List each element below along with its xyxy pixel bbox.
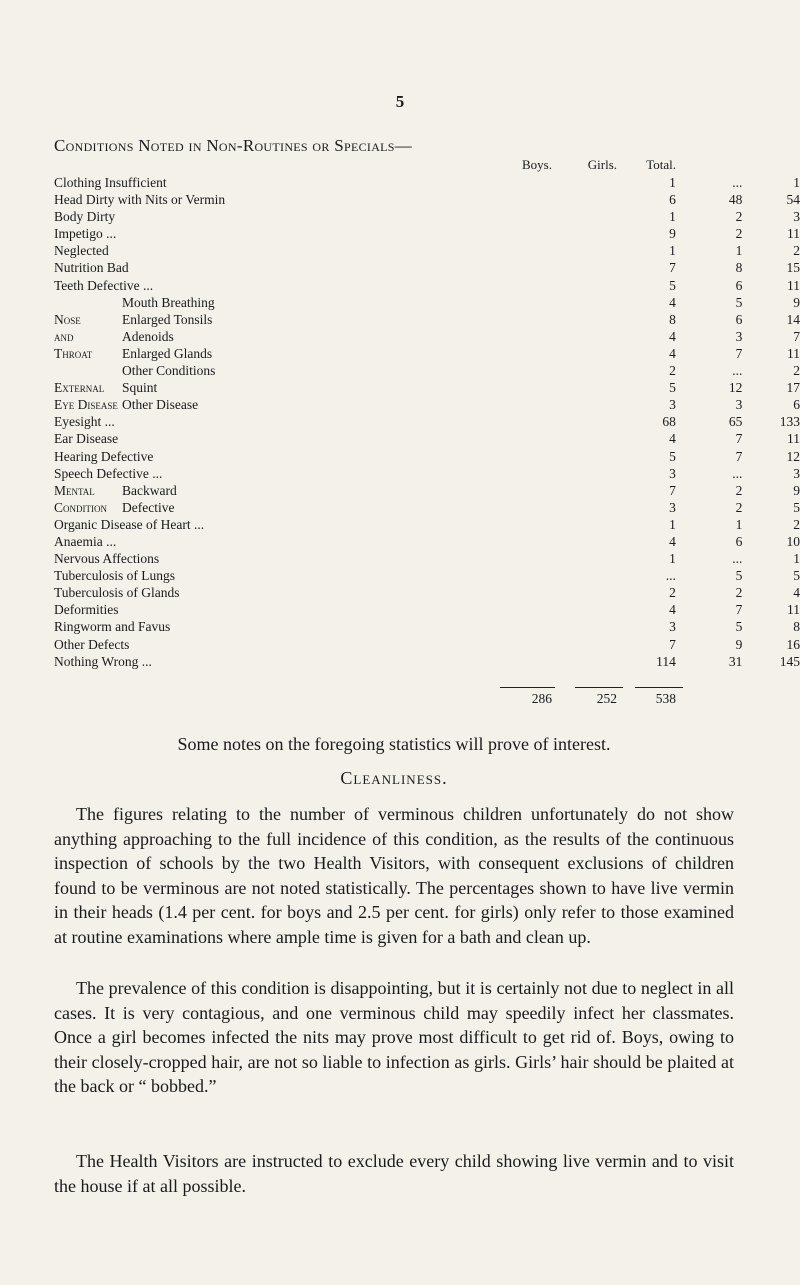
- group-label: Throat: [54, 345, 93, 361]
- row-label: [54, 294, 309, 311]
- cell-girls: 65: [728, 414, 743, 430]
- table-row: [54, 653, 800, 670]
- col-total: Total.: [646, 157, 676, 172]
- table-row: [54, 225, 800, 242]
- cell-boys: 1: [669, 516, 676, 532]
- table-row: [54, 618, 800, 635]
- table-row: [54, 242, 800, 259]
- col-girls: Girls.: [587, 157, 617, 172]
- sub-label: Other Conditions: [122, 363, 216, 379]
- cell-girls: 6: [735, 533, 743, 549]
- row-label: Head Dirty with Nits or Vermin: [54, 192, 226, 208]
- group-label: and: [54, 328, 74, 344]
- cell-girls: 1: [735, 516, 743, 532]
- paragraph-2: The prevalence of this condition is disappointing, but it is certainly not due to neglect in all cases. It is very contagious, and one verminous child may speedily infect her classmates. Once a girl becomes infected the nits may prove most difficult to get rid of. Boys, owing to their closely-cropped hair, are not so liable to infection as girls. Girls’ hair should be plaited at the back or “ bobbed.”: [54, 978, 734, 1097]
- cell-girls: 2: [735, 209, 743, 225]
- leader-dots: [309, 379, 623, 396]
- cell-total: 16: [786, 636, 800, 652]
- cell-girls: 2: [735, 585, 743, 601]
- leader-dots: [309, 174, 623, 191]
- table-row: [54, 379, 800, 396]
- row-label: Tuberculosis of Glands: [54, 585, 180, 601]
- row-label: Clothing Insufficient: [54, 175, 167, 190]
- row-label: [54, 379, 309, 396]
- cell-total: 3: [793, 209, 800, 225]
- cell-total: 8: [793, 619, 800, 635]
- row-label: Other Defects: [54, 636, 130, 652]
- sub-label: Defective: [122, 499, 175, 515]
- group-label: Eye Disease: [54, 397, 118, 413]
- row-label: Eyesight ...: [54, 414, 115, 430]
- cell-total: 1: [793, 175, 800, 190]
- row-label: [54, 482, 309, 499]
- cell-total: 7: [793, 328, 800, 344]
- cell-boys: 8: [669, 311, 676, 327]
- cell-girls: ...: [732, 363, 743, 379]
- cell-total: 54: [786, 192, 800, 208]
- table-row: [54, 328, 800, 345]
- cell-girls: 7: [735, 345, 743, 361]
- cell-total: 11: [787, 277, 800, 293]
- cell-girls: 3: [735, 397, 743, 413]
- row-label: Impetigo ...: [54, 226, 117, 242]
- sub-label: Mouth Breathing: [122, 294, 215, 310]
- cell-boys: 4: [669, 602, 676, 618]
- table-row: [54, 396, 800, 413]
- cell-total: 5: [793, 568, 800, 584]
- leader-dots: [309, 362, 623, 379]
- cell-girls: 7: [735, 602, 743, 618]
- table-row: [54, 550, 800, 567]
- leader-dots: [309, 328, 623, 345]
- table-row: [54, 362, 800, 379]
- table-row: [54, 636, 800, 653]
- leader-dots: [309, 208, 623, 225]
- table-row: [54, 601, 800, 618]
- group-label: External: [54, 380, 105, 396]
- cell-total: 6: [793, 397, 800, 413]
- paragraph-1: The figures relating to the number of verminous children unfortunately do not show anything approaching to the full incidence of this condition, as the results of the continuous inspection of schools by the two Health Visitors, with consequent exclusions of children found to be verminous are not noted statistically. The percentages shown to have live vermin in their heads (1.4 per cent. for boys and 2.5 per cent. for girls) only refer to those examined at routine examinations where ample time is given for a bath and clean up.: [54, 804, 734, 947]
- cell-boys: 6: [669, 192, 676, 208]
- cell-total: 11: [787, 345, 800, 361]
- row-label: Anaemia ...: [54, 533, 117, 549]
- leader-dots: [309, 277, 623, 294]
- cell-total: 2: [793, 516, 800, 532]
- cell-boys: 7: [669, 260, 676, 276]
- col-boys: Boys.: [522, 157, 552, 172]
- cell-girls: 5: [735, 619, 743, 635]
- table-row: [54, 465, 800, 482]
- cell-boys: 2: [669, 585, 676, 601]
- cell-total: 133: [779, 414, 800, 430]
- leader-dots: [309, 396, 623, 413]
- cell-girls: 2: [735, 482, 743, 498]
- row-label: Teeth Defective ...: [54, 277, 154, 293]
- cell-total: 11: [787, 431, 800, 447]
- leader-dots: [309, 465, 623, 482]
- leader-dots: [309, 345, 623, 362]
- leader-dots: [309, 636, 623, 653]
- intro-text: Some notes on the foregoing statistics will prove of interest.: [177, 734, 611, 754]
- cell-boys: 9: [669, 226, 676, 242]
- section-title: Cleanliness.: [340, 768, 448, 788]
- cell-boys: 4: [669, 431, 676, 447]
- leader-dots: [309, 584, 623, 601]
- leader-dots: [309, 259, 623, 276]
- row-label: Nothing Wrong ...: [54, 653, 152, 669]
- cell-total: 12: [786, 448, 800, 464]
- row-label: Nervous Affections: [54, 551, 160, 567]
- cell-total: 14: [786, 311, 800, 327]
- sub-label: Enlarged Tonsils: [122, 311, 213, 327]
- table-row: [54, 174, 800, 191]
- cell-total: 15: [786, 260, 800, 276]
- cell-boys: 4: [669, 328, 676, 344]
- row-label: Deformities: [54, 602, 119, 618]
- row-label: Body Dirty: [54, 209, 116, 225]
- table-row: [54, 448, 800, 465]
- cell-girls: 8: [735, 260, 743, 276]
- table-row: [54, 294, 800, 311]
- cell-boys: 7: [669, 482, 676, 498]
- cell-total: 4: [793, 585, 800, 601]
- cell-girls: 5: [735, 568, 743, 584]
- cell-total: 11: [787, 226, 800, 242]
- cell-girls: ...: [732, 175, 743, 190]
- cell-boys: 3: [669, 397, 676, 413]
- cell-girls: ...: [732, 465, 743, 481]
- leader-dots: [309, 533, 623, 550]
- cell-girls: 9: [735, 636, 743, 652]
- leader-dots: [309, 516, 623, 533]
- leader-dots: [309, 430, 623, 447]
- cell-boys: 5: [669, 277, 676, 293]
- row-label: [54, 396, 309, 413]
- leader-dots: [309, 499, 623, 516]
- cell-girls: 7: [735, 431, 743, 447]
- sub-label: Enlarged Glands: [122, 345, 213, 361]
- sub-label: Other Disease: [122, 397, 199, 413]
- leader-dots: [309, 294, 623, 311]
- row-label: [54, 499, 309, 516]
- row-label: Speech Defective ...: [54, 465, 163, 481]
- leader-dots: [309, 413, 623, 430]
- leader-dots: [309, 448, 623, 465]
- cell-girls: 2: [735, 226, 743, 242]
- table-row: [54, 208, 800, 225]
- paragraph-3: The Health Visitors are instructed to exclude every child showing live vermin and to visit the house if at all possible.: [54, 1151, 734, 1196]
- table-row: [54, 413, 800, 430]
- cell-girls: 3: [735, 328, 743, 344]
- cell-girls: 1: [735, 243, 743, 259]
- row-label: Ear Disease: [54, 431, 119, 447]
- page-number: 5: [395, 92, 405, 111]
- cell-boys: 5: [669, 448, 676, 464]
- leader-dots: [309, 225, 623, 242]
- table-row: [54, 259, 800, 276]
- table-row: [54, 277, 800, 294]
- group-label: Nose: [54, 311, 81, 327]
- cell-total: 2: [793, 243, 800, 259]
- cell-total: 5: [793, 499, 800, 515]
- cell-total: 11: [787, 602, 800, 618]
- leader-dots: [309, 191, 623, 208]
- leader-dots: [309, 242, 623, 259]
- cell-total: 17: [786, 380, 800, 396]
- cell-total: 9: [793, 482, 800, 498]
- total-total: 538: [655, 691, 676, 706]
- cell-boys: 3: [669, 465, 676, 481]
- leader-dots: [309, 653, 623, 670]
- cell-total: 145: [779, 653, 800, 669]
- cell-boys: 4: [669, 294, 676, 310]
- cell-boys: 1: [669, 551, 676, 567]
- rule-boys: [500, 687, 555, 688]
- group-label: Mental: [54, 482, 95, 498]
- cell-boys: 3: [669, 619, 676, 635]
- table-row: [54, 482, 800, 499]
- cell-boys: 5: [669, 380, 676, 396]
- leader-dots: [309, 482, 623, 499]
- cell-boys: 4: [669, 345, 676, 361]
- row-label: Nutrition Bad: [54, 260, 129, 276]
- leader-dots: [309, 550, 623, 567]
- table-row: [54, 516, 800, 533]
- cell-girls: 48: [728, 192, 743, 208]
- row-label: Organic Disease of Heart ...: [54, 516, 205, 532]
- sub-label: Adenoids: [122, 328, 174, 344]
- rule-girls: [575, 687, 623, 688]
- conditions-table: [54, 174, 800, 670]
- cell-girls: ...: [732, 551, 743, 567]
- table-row: [54, 345, 800, 362]
- cell-boys: 2: [669, 363, 676, 379]
- row-label: [54, 328, 309, 345]
- table-row: [54, 430, 800, 447]
- rule-total: [635, 687, 683, 688]
- table-row: [54, 533, 800, 550]
- table-row: [54, 191, 800, 208]
- row-label: Neglected: [54, 243, 109, 259]
- leader-dots: [309, 601, 623, 618]
- group-label: Condition: [54, 499, 107, 515]
- table-row: [54, 311, 800, 328]
- cell-total: 2: [793, 363, 800, 379]
- cell-girls: 6: [735, 311, 743, 327]
- row-label: Hearing Defective: [54, 448, 154, 464]
- row-label: Ringworm and Favus: [54, 619, 171, 635]
- cell-girls: 2: [735, 499, 743, 515]
- cell-total: 3: [793, 465, 800, 481]
- table-row: [54, 567, 800, 584]
- sub-label: Squint: [122, 380, 158, 396]
- row-label: [54, 345, 309, 362]
- cell-girls: 7: [735, 448, 743, 464]
- cell-girls: 6: [735, 277, 743, 293]
- cell-total: 1: [793, 551, 800, 567]
- leader-dots: [309, 311, 623, 328]
- cell-total: 10: [786, 533, 800, 549]
- leader-dots: [309, 618, 623, 635]
- sub-label: Backward: [122, 482, 177, 498]
- cell-boys: 3: [669, 499, 676, 515]
- row-label: [54, 362, 309, 379]
- cell-boys: 7: [669, 636, 676, 652]
- cell-girls: 31: [728, 653, 743, 669]
- cell-girls: 12: [728, 380, 743, 396]
- cell-boys: 68: [662, 414, 676, 430]
- cell-boys: 4: [669, 533, 676, 549]
- cell-boys: ...: [665, 568, 676, 584]
- cell-girls: 5: [735, 294, 743, 310]
- cell-boys: 114: [656, 653, 676, 669]
- cell-boys: 1: [669, 175, 676, 190]
- table-row: [54, 499, 800, 516]
- table-heading: Conditions Noted in Non-Routines or Specials—: [54, 136, 413, 155]
- cell-boys: 1: [669, 243, 676, 259]
- table-row: [54, 584, 800, 601]
- cell-boys: 1: [669, 209, 676, 225]
- total-girls: 252: [596, 691, 617, 706]
- row-label: [54, 311, 309, 328]
- row-label: Tuberculosis of Lungs: [54, 568, 176, 584]
- leader-dots: [309, 567, 623, 584]
- total-boys: 286: [531, 691, 552, 706]
- cell-total: 9: [793, 294, 800, 310]
